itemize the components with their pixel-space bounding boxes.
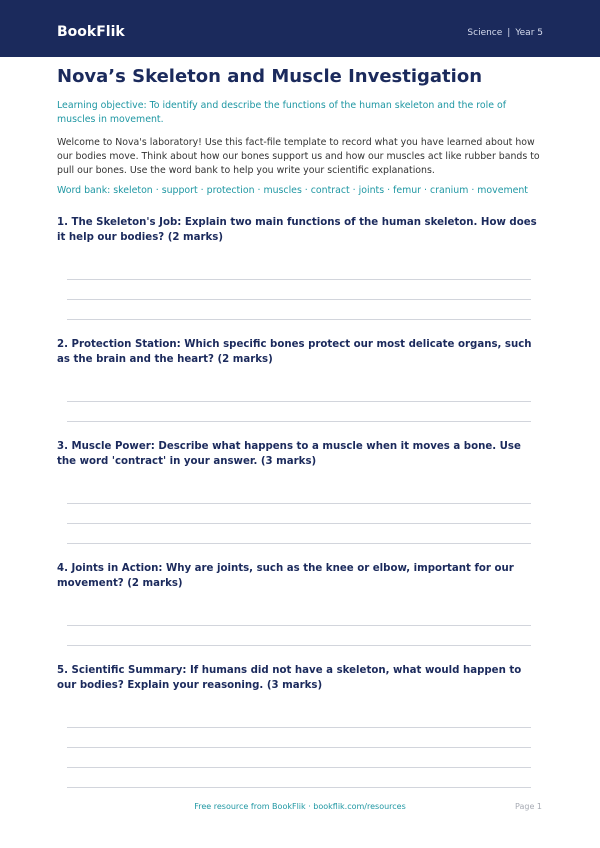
question-1: 1. The Skeleton's Job: Explain two main functions of the human skeleton. How does it help our bodies? (2 marks) — [57, 217, 537, 243]
answer-line-q2-1[interactable] — [67, 401, 531, 402]
question-5: 5. Scientific Summary: If humans did not have a skeleton, what would happen to our bodies? Explain your reasoning. (3 marks) — [57, 665, 522, 691]
question-4: 4. Joints in Action: Why are joints, such as the knee or elbow, important for our movement? (2 marks) — [57, 563, 514, 589]
answer-line-q3-3[interactable] — [67, 543, 531, 544]
footer-credit[interactable]: Free resource from BookFlik · bookflik.com/resources — [194, 802, 406, 811]
word-bank: Word bank: skeleton · support · protection · muscles · contract · joints · femur · cranium · movement — [57, 185, 528, 196]
answer-line-q5-3[interactable] — [67, 767, 531, 768]
answer-line-q1-2[interactable] — [67, 299, 531, 300]
question-2: 2. Protection Station: Which specific bones protect our most delicate organs, such as the brain and the heart? (2 marks) — [57, 339, 532, 365]
learning-objective: Learning objective: To identify and describe the functions of the human skeleton and the role of muscles in movement. — [57, 100, 507, 125]
answer-line-q1-1[interactable] — [67, 279, 531, 280]
question-3: 3. Muscle Power: Describe what happens to a muscle when it moves a bone. Use the word 'contract' in your answer. (3 marks) — [57, 441, 521, 467]
page-title: Nova’s Skeleton and Muscle Investigation — [57, 66, 483, 87]
year-label: Year 5 — [515, 28, 543, 38]
subject-year-label — [467, 26, 543, 40]
intro-paragraph: Welcome to Nova's laboratory! Use this fact-file template to record what you have learned about how our bodies move. Think about how our bones support us and how our muscles act like rubber bands to pull our bones. Use the word bank to help you write your scientific explanations. — [57, 137, 540, 176]
header-bar — [0, 0, 600, 57]
answer-line-q2-2[interactable] — [67, 421, 531, 422]
subject-label: Science — [467, 28, 503, 38]
brand-logo[interactable]: BookFlik — [57, 24, 125, 40]
page-number: Page 1 — [515, 802, 542, 811]
answer-line-q4-1[interactable] — [67, 625, 531, 626]
answer-line-q5-1[interactable] — [67, 727, 531, 728]
answer-line-q5-4[interactable] — [67, 787, 531, 788]
answer-line-q3-2[interactable] — [67, 523, 531, 524]
answer-line-q3-1[interactable] — [67, 503, 531, 504]
answer-line-q1-3[interactable] — [67, 319, 531, 320]
answer-line-q4-2[interactable] — [67, 645, 531, 646]
meta-separator: | — [507, 28, 511, 38]
answer-line-q5-2[interactable] — [67, 747, 531, 748]
